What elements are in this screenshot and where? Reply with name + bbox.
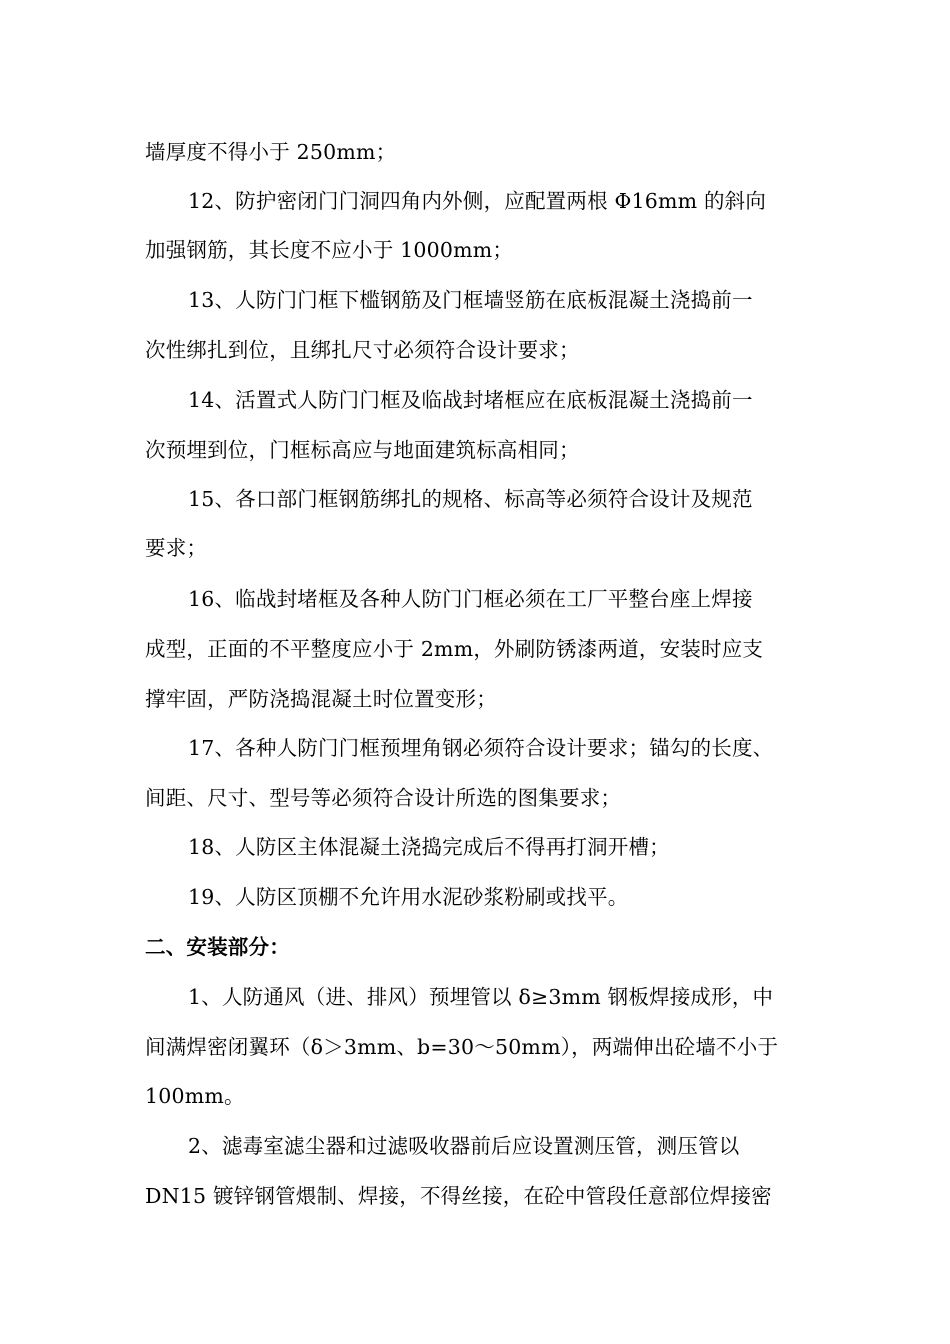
- text-line: 间满焊密闭翼环（δ＞3mm、b=30～50mm），两端伸出砼墙不小于: [145, 1035, 779, 1059]
- text-line: 间距、尺寸、型号等必须符合设计所选的图集要求；: [145, 786, 622, 810]
- item-19-line: 19、人防区顶棚不允许用水泥砂浆粉刷或找平。: [188, 885, 629, 909]
- install-item-2-line: 2、滤毒室滤尘器和过滤吸收器前后应设置测压管，测压管以: [188, 1134, 740, 1158]
- text-line: 要求；: [145, 536, 208, 560]
- install-item-1-line: 1、人防通风（进、排风）预埋管以 δ≥3mm 钢板焊接成形，中: [188, 985, 774, 1009]
- text-line: 100mm。: [145, 1084, 245, 1108]
- text-line: 成型，正面的不平整度应小于 2mm，外刷防锈漆两道，安装时应支: [145, 637, 764, 661]
- item-13-line: 13、人防门门框下槛钢筋及门框墙竖筋在底板混凝土浇捣前一: [188, 288, 753, 312]
- text-line: 次预埋到位，门框标高应与地面建筑标高相同；: [145, 438, 580, 462]
- text-line: DN15 镀锌钢管煨制、焊接，不得丝接，在砼中管段任意部位焊接密: [145, 1184, 772, 1208]
- item-15-line: 15、各口部门框钢筋绑扎的规格、标高等必须符合设计及规范: [188, 487, 753, 511]
- text-line: 加强钢筋，其长度不应小于 1000mm；: [145, 238, 514, 262]
- item-16-line: 16、临战封堵框及各种人防门门框必须在工厂平整台座上焊接: [188, 587, 753, 611]
- text-line: 墙厚度不得小于 250mm；: [145, 140, 397, 164]
- item-18-line: 18、人防区主体混凝土浇捣完成后不得再打洞开槽；: [188, 835, 670, 859]
- item-12-line: 12、防护密闭门门洞四角内外侧，应配置两根 Φ16mm 的斜向: [188, 189, 767, 213]
- text-line: 撑牢固，严防浇捣混凝土时位置变形；: [145, 687, 497, 711]
- item-14-line: 14、活置式人防门门框及临战封堵框应在底板混凝土浇捣前一: [188, 388, 753, 412]
- text-line: 次性绑扎到位，且绑扎尺寸必须符合设计要求；: [145, 338, 580, 362]
- section-heading: 二、安装部分：: [145, 935, 290, 959]
- item-17-line: 17、各种人防门门框预埋角钢必须符合设计要求；锚勾的长度、: [188, 736, 774, 760]
